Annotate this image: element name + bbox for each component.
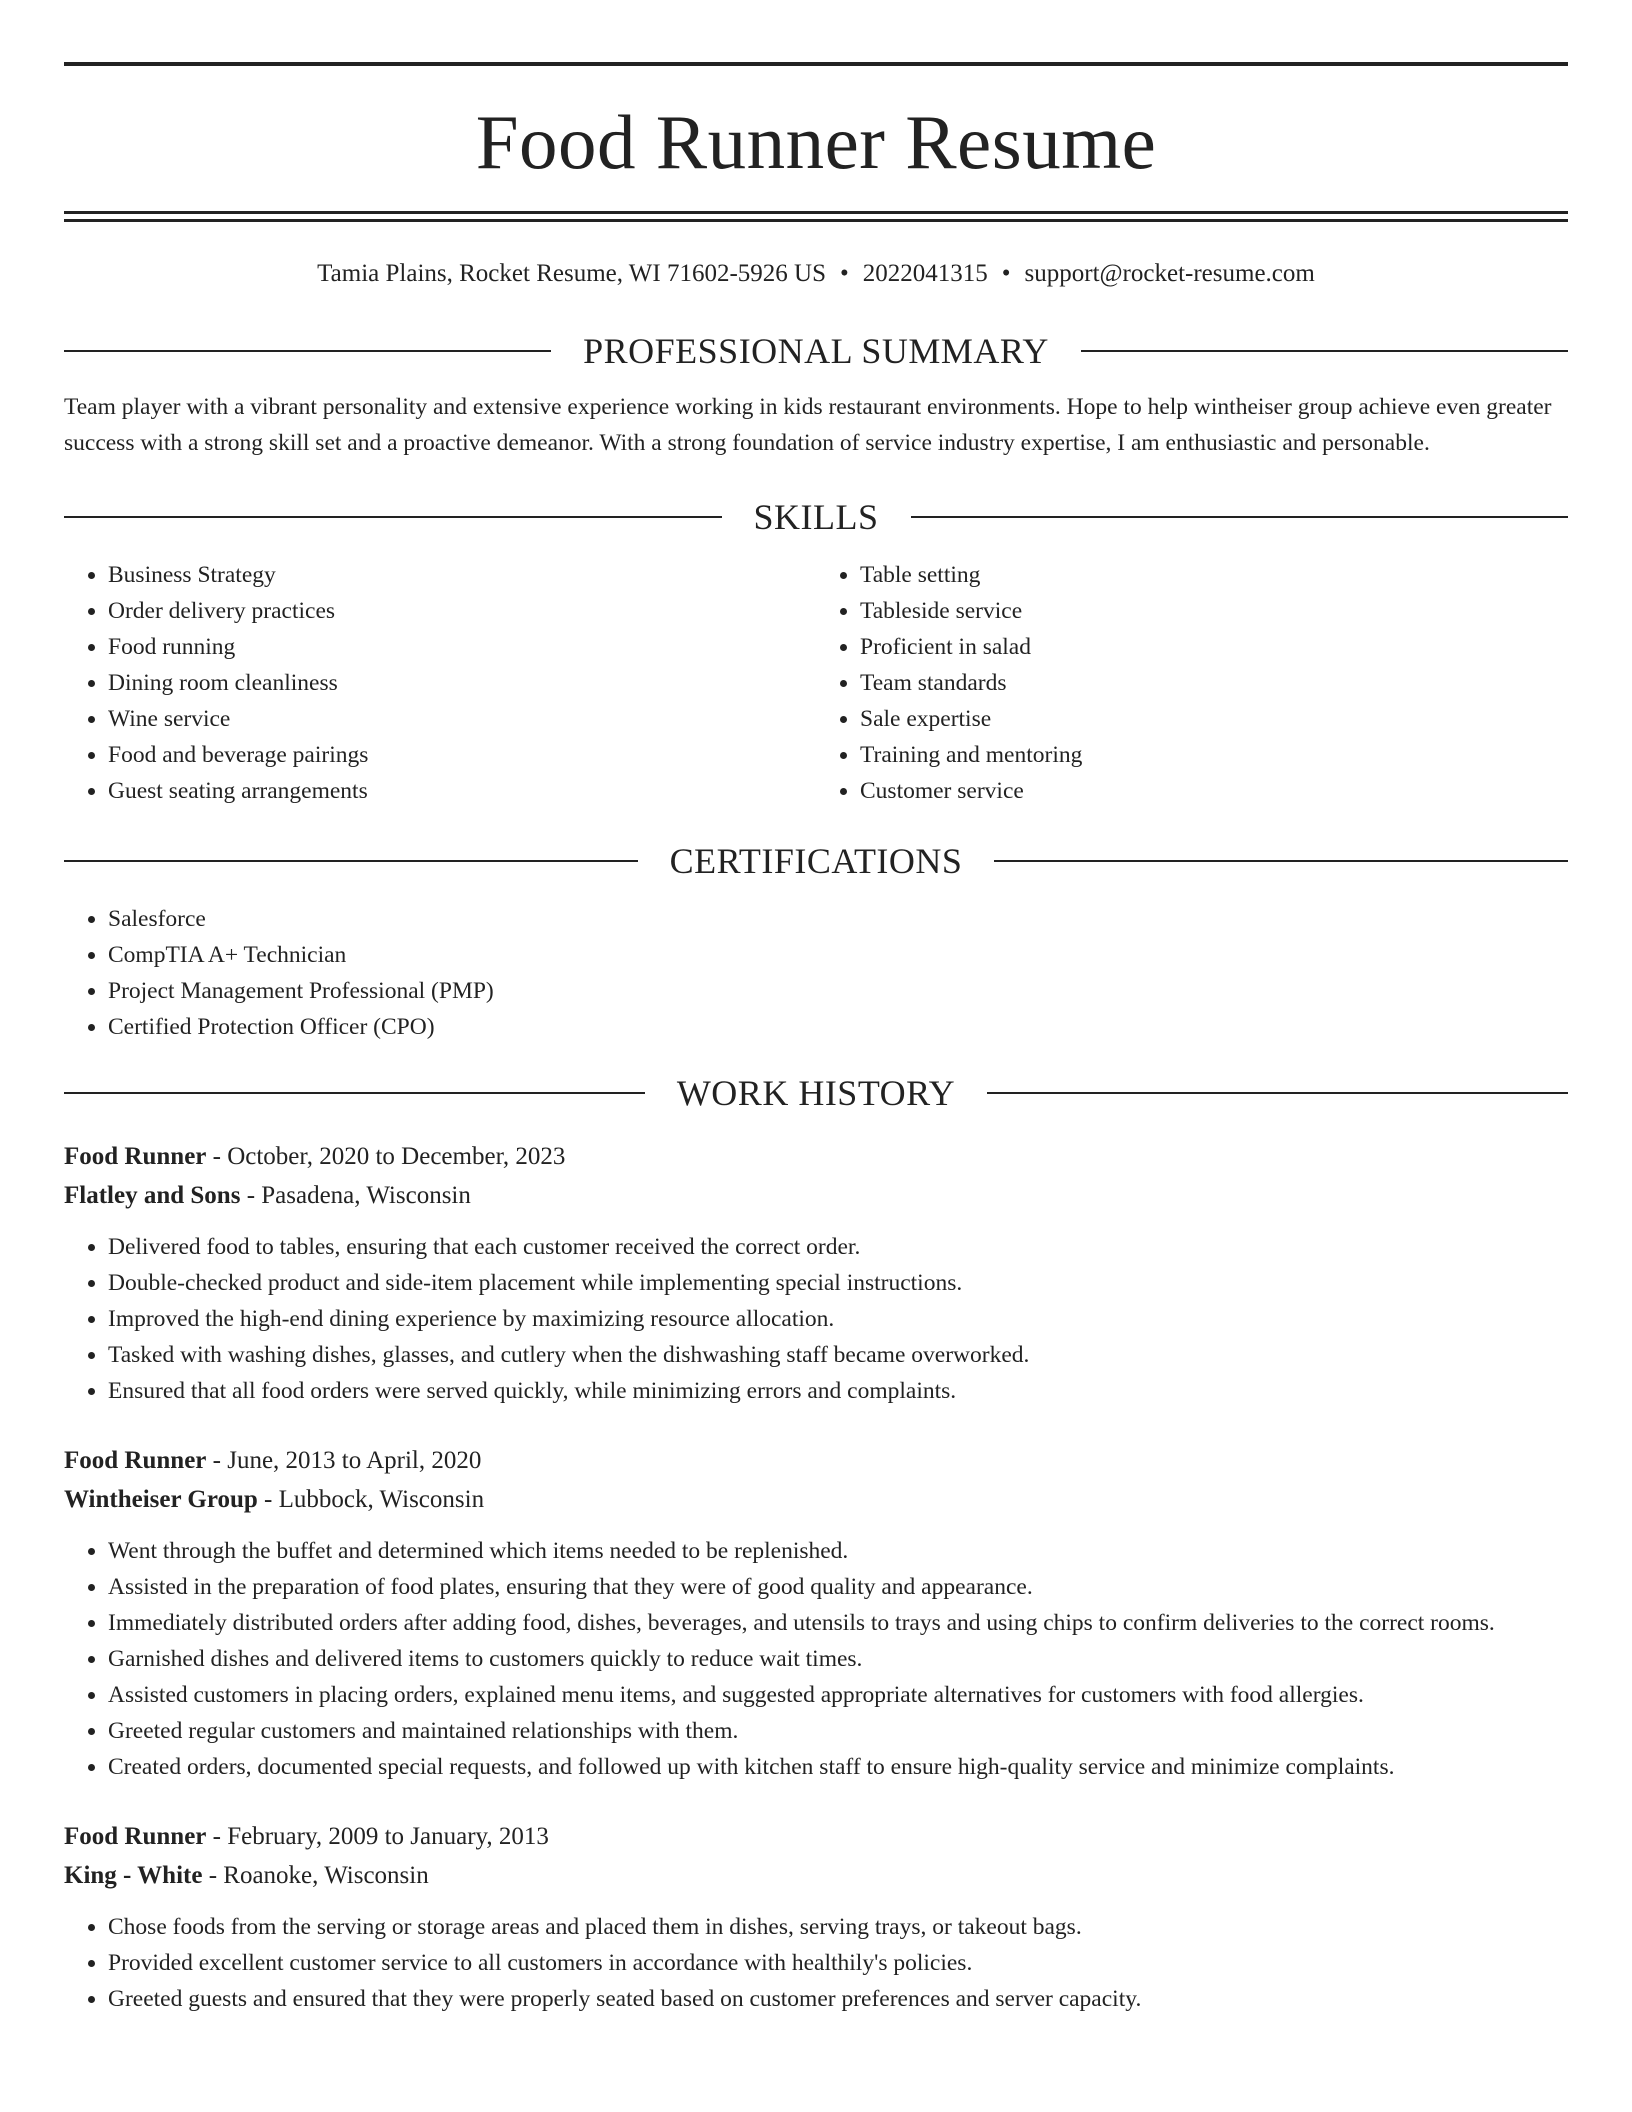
job-bullet: • Delivered food to tables, ensuring that each customer received the correct order. — [108, 1229, 1568, 1265]
job-location: - Pasadena, Wisconsin — [240, 1182, 471, 1209]
job-dates: - October, 2020 to December, 2023 — [206, 1143, 566, 1170]
resume-title: Food Runner Resume — [475, 99, 1157, 185]
heading-rule-right — [987, 1092, 1568, 1094]
contact-line — [64, 259, 1568, 289]
top-rule — [64, 62, 1568, 66]
skill-item: • Proficient in salad — [860, 629, 1568, 665]
job-bullet: • Chose foods from the serving or storage areas and placed them in dishes, serving trays, or takeout bags. — [108, 1909, 1568, 1945]
skills-columns — [64, 557, 1568, 809]
job-bullet: • Garnished dishes and delivered items to customers quickly to reduce wait times. — [108, 1641, 1568, 1677]
skill-item: • Table setting — [860, 557, 1568, 593]
job-title-line — [64, 1137, 1568, 1176]
job-bullet: • Double-checked product and side-item placement while implementing special instructions. — [108, 1265, 1568, 1301]
certification-item: • CompTIA A+ Technician — [108, 937, 1568, 973]
skill-item: • Training and mentoring — [860, 737, 1568, 773]
skills-heading — [64, 499, 1568, 535]
heading-rule-right — [911, 516, 1569, 518]
skill-item: • Business Strategy — [108, 557, 816, 593]
job-bullet: • Assisted customers in placing orders, explained menu items, and suggested appropriate alternatives for customers with food allergies. — [108, 1677, 1568, 1713]
certifications-list — [64, 901, 1568, 1045]
job-bullets — [64, 1229, 1568, 1409]
certification-item: • Salesforce — [108, 901, 1568, 937]
certification-item: • Certified Protection Officer (CPO) — [108, 1009, 1568, 1045]
skill-item: • Order delivery practices — [108, 593, 816, 629]
contact-separator: • — [1001, 260, 1011, 287]
heading-rule-right — [1081, 350, 1568, 352]
contact-address: Tamia Plains, Rocket Resume, WI 71602-5926 US — [317, 260, 826, 287]
job-bullet: • Created orders, documented special requests, and followed up with kitchen staff to ensure high-quality service and minimize complaints. — [108, 1749, 1568, 1785]
skill-item: • Food and beverage pairings — [108, 737, 816, 773]
job-entry — [64, 1817, 1568, 2017]
title-double-rule — [64, 211, 1568, 222]
summary-text: Team player with a vibrant personality and extensive experience working in kids restaurant environments. Hope to help wintheiser group achieve even greater success with a strong skill set and a proactive demeanor. With a strong foundation of service industry expertise, I am enthusiastic and personable. — [64, 394, 1552, 456]
work-history-heading-text: WORK HISTORY — [676, 1073, 956, 1113]
summary-heading-text: PROFESSIONAL SUMMARY — [583, 331, 1049, 371]
skill-item: • Dining room cleanliness — [108, 665, 816, 701]
job-dates: - June, 2013 to April, 2020 — [206, 1447, 482, 1474]
job-entry — [64, 1441, 1568, 1785]
heading-rule-left — [64, 860, 638, 862]
contact-email[interactable]: support@rocket-resume.com — [1024, 260, 1315, 287]
skill-item: • Tableside service — [860, 593, 1568, 629]
certifications-heading — [64, 843, 1568, 879]
heading-rule-left — [64, 516, 722, 518]
job-bullet: • Immediately distributed orders after adding food, dishes, beverages, and utensils to trays and using chips to confirm deliveries to the correct rooms. — [108, 1605, 1568, 1641]
skill-item: • Team standards — [860, 665, 1568, 701]
job-bullet: • Went through the buffet and determined which items needed to be replenished. — [108, 1533, 1568, 1569]
job-bullet: • Ensured that all food orders were served quickly, while minimizing errors and complaints. — [108, 1373, 1568, 1409]
job-company-line — [64, 1480, 1568, 1519]
job-role: Food Runner — [64, 1447, 207, 1474]
job-title-line — [64, 1817, 1568, 1856]
skills-heading-text: SKILLS — [753, 497, 879, 537]
certifications-heading-text: CERTIFICATIONS — [669, 841, 963, 881]
skill-item: • Customer service — [860, 773, 1568, 809]
job-bullets — [64, 1533, 1568, 1785]
job-company-line — [64, 1856, 1568, 1895]
job-location: - Lubbock, Wisconsin — [257, 1486, 485, 1513]
contact-phone: 2022041315 — [862, 260, 988, 287]
job-bullet: • Improved the high-end dining experience by maximizing resource allocation. — [108, 1301, 1568, 1337]
job-location: - Roanoke, Wisconsin — [202, 1862, 429, 1889]
skills-right-column — [816, 557, 1568, 809]
contact-separator: • — [840, 260, 849, 287]
skill-item: • Food running — [108, 629, 816, 665]
heading-rule-left — [64, 1092, 645, 1094]
job-entry — [64, 1137, 1568, 1409]
skill-item: • Wine service — [108, 701, 816, 737]
heading-rule-right — [994, 860, 1568, 862]
heading-rule-left — [64, 350, 551, 352]
job-company: King - White — [64, 1862, 203, 1889]
skill-item: • Guest seating arrangements — [108, 773, 816, 809]
job-dates: - February, 2009 to January, 2013 — [206, 1823, 549, 1850]
job-company: Wintheiser Group — [64, 1486, 258, 1513]
summary-heading — [64, 333, 1568, 369]
job-company: Flatley and Sons — [64, 1182, 241, 1209]
job-role: Food Runner — [64, 1823, 207, 1850]
job-bullets — [64, 1909, 1568, 2017]
skills-left-list — [64, 557, 816, 809]
job-bullet: • Greeted regular customers and maintained relationships with them. — [108, 1713, 1568, 1749]
job-role: Food Runner — [64, 1143, 207, 1170]
job-bullet: • Greeted guests and ensured that they were properly seated based on customer preferences and server capacity. — [108, 1981, 1568, 2017]
job-company-line — [64, 1176, 1568, 1215]
job-bullet: • Provided excellent customer service to all customers in accordance with healthily's policies. — [108, 1945, 1568, 1981]
job-bullet: • Tasked with washing dishes, glasses, and cutlery when the dishwashing staff became overworked. — [108, 1337, 1568, 1373]
job-bullet: • Assisted in the preparation of food plates, ensuring that they were of good quality and appearance. — [108, 1569, 1568, 1605]
work-history-heading — [64, 1075, 1568, 1111]
skill-item: • Sale expertise — [860, 701, 1568, 737]
certification-item: • Project Management Professional (PMP) — [108, 973, 1568, 1009]
skills-right-list — [816, 557, 1568, 809]
job-title-line — [64, 1441, 1568, 1480]
skills-left-column — [64, 557, 816, 809]
